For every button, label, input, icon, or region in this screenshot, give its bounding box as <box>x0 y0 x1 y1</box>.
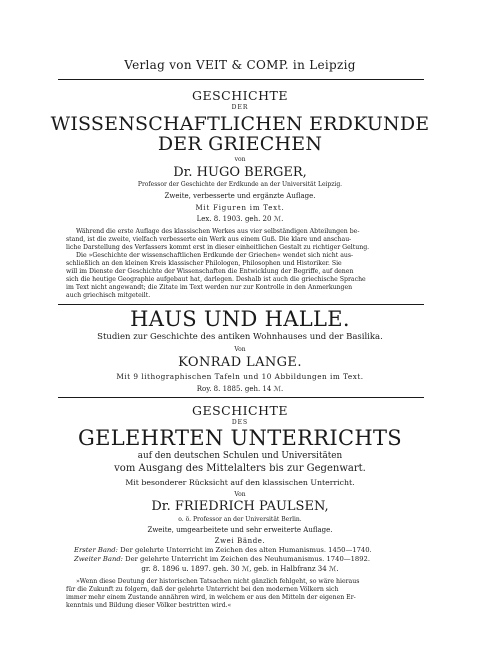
desc-line: im Text nicht angewandt; die Zitate im Text werden nur zur Kontrolle in den Anmerkungen <box>66 284 353 291</box>
book1-author-role: Professor der Geschichte der Erdkunde an der Universität Leipzig. <box>137 181 343 188</box>
book3-edition: Zweite, umgearbeitete und sehr erweiterte Auflage. <box>147 526 333 534</box>
book2-title: HAUS UND HALLE. <box>130 307 350 331</box>
book1-author: Dr. HUGO BERGER, <box>173 165 307 180</box>
book3-author-role: o. ö. Professor an der Universität Berlin. <box>178 516 302 523</box>
book1-der: DER <box>231 104 249 111</box>
book1-kicker: GESCHICHTE <box>191 88 288 103</box>
book3-volume2 <box>74 555 370 563</box>
book2-subtitle: Studien zur Geschichte des antiken Wohnhauses und der Basilika. <box>97 332 383 342</box>
book3-volume1 <box>74 546 372 554</box>
desc-line: Während die erste Auflage des klassischen Werkes aus vier selbständigen Abteilungen be- <box>76 228 360 235</box>
volume2-label: Zweiter Band: <box>74 555 123 563</box>
desc-line: sich die heutige Geographie aufgebaut hat, darlegen. Deshalb ist auch die griechische Sprache <box>66 276 366 283</box>
book3-des: DES <box>231 419 249 426</box>
volume1-text: Der gelehrte Unterricht im Zeichen des alten Humanismus. 1450—1740. <box>120 546 372 554</box>
book3-title: GELEHRTEN UNTERRICHTS <box>78 426 402 450</box>
book1-edition: Zweite, verbesserte und ergänzte Auflage. <box>164 192 316 200</box>
book1-title-line1: WISSENSCHAFTLICHEN ERDKUNDE <box>50 113 430 135</box>
desc-line: will im Dienste der Geschichte der Wissenschaften die Entwicklung der Begriffe, auf denen <box>66 268 354 275</box>
quote-line: für die Zukunft zu folgern, daß der gelehrte Unterricht bei den modernen Völkern sich <box>66 586 339 593</box>
desc-line: auch griechisch mitgeteilt. <box>66 292 151 299</box>
book2-von: Von <box>234 346 246 353</box>
book3-author: Dr. FRIEDRICH PAULSEN, <box>151 499 329 514</box>
book3-sub1: auf den deutschen Schulen und Universitäten <box>137 451 343 461</box>
book1-title-line2: DER GRIECHEN <box>157 133 323 155</box>
quote-line: immer mehr einem Zustande annähren wird, in welchem er aus den Mitteln der eigenen Er- <box>66 594 356 601</box>
book1-price: Lex. 8. 1903. geh. 20 ℳ. <box>196 215 284 223</box>
divider-2 <box>58 397 424 398</box>
book3-sub2: vom Ausgang des Mittelalters bis zur Gegenwart. <box>114 463 366 474</box>
book2-plates: Mit 9 lithographischen Tafeln und 10 Abbildungen im Text. <box>116 372 364 381</box>
divider-1 <box>58 304 424 305</box>
volume1-label: Erster Band: <box>74 546 118 554</box>
header-rule <box>58 79 424 80</box>
book1-von: von <box>234 156 246 163</box>
book3-price: gr. 8. 1896 u. 1897. geh. 30 ℳ, geb. in Halbfranz 34 ℳ. <box>141 565 339 573</box>
book2-author: KONRAD LANGE. <box>178 355 302 370</box>
desc-line: Die »Geschichte der wissenschaftlichen Erdkunde der Griechen« wendet sich nicht aus- <box>76 252 354 259</box>
desc-line: stand, ist die zweite, vielfach verbesserte ein Werk aus einem Guß. Die klare und anschau- <box>66 236 352 243</box>
book3-von: Von <box>234 491 246 498</box>
desc-line: liche Darstellung des Verfassers kommt erst in dieser einheitlichen Gestalt zu richtiger Geltung. <box>66 244 370 251</box>
book2-price: Roy. 8. 1885. geh. 14 ℳ. <box>196 385 284 393</box>
publisher-line: Verlag von VEIT & COMP. in Leipzig <box>124 58 356 72</box>
book3-kicker: GESCHICHTE <box>191 403 288 418</box>
quote-line: »Wenn diese Deutung der historischen Tatsachen nicht gänzlich fehlgeht, so wäre hieraus <box>76 578 360 585</box>
book3-volumes: Zwei Bände. <box>214 537 266 545</box>
book3-sub3: Mit besonderer Rücksicht auf den klassischen Unterricht. <box>125 478 355 487</box>
quote-line: kenntnis und Bildung dieser Völker bestritten wird.« <box>66 602 232 609</box>
volume2-text: Der gelehrte Unterricht im Zeichen des Neuhumanismus. 1740—1892. <box>125 555 371 563</box>
book1-figures: Mit Figuren im Text. <box>195 204 285 212</box>
desc-line: schließlich an den kleinen Kreis klassischer Philologen, Philosophen und Historiker. Sie <box>66 260 342 267</box>
